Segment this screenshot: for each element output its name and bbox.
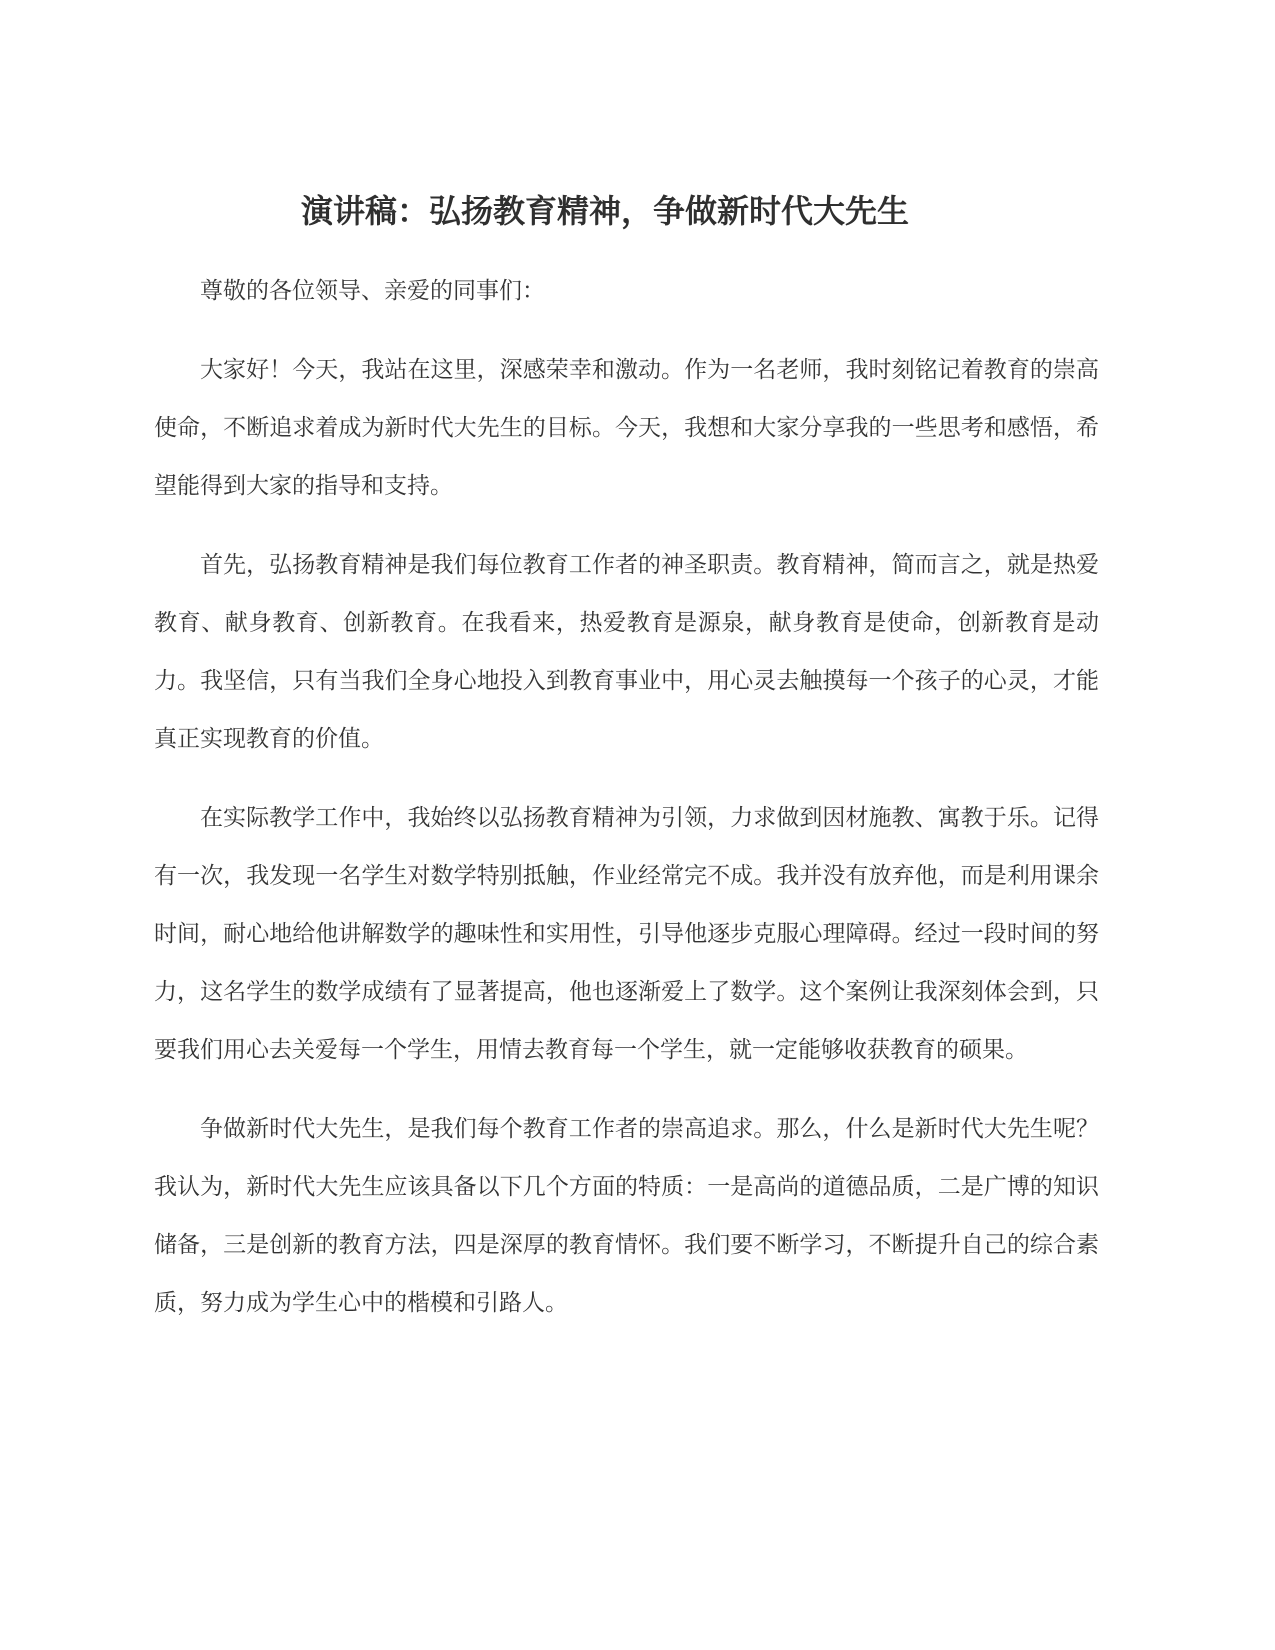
greeting-paragraph: 尊敬的各位领导、亲爱的同事们：: [200, 278, 545, 304]
page-title: 演讲稿：弘扬教育精神，争做新时代大先生: [300, 192, 909, 230]
paragraph-new-era-teacher: 争做新时代大先生，是我们每个教育工作者的崇高追求。那么，什么是新时代大先生呢？我认为，新时代大先生应该具备以下几个方面的特质：一是高尚的道德品质，二是广博的知识储备，三是创新的教育方法，四是深厚的教育情怀。我们要不断学习，不断提升自己的综合素质，努力成为学生心中的楷模和引路人。: [154, 1116, 1099, 1316]
document-body: [154, 262, 1099, 1353]
paragraph-education-spirit: 首先，弘扬教育精神是我们每位教育工作者的神圣职责。教育精神，简而言之，就是热爱教育、献身教育、创新教育。在我看来，热爱教育是源泉，献身教育是使命，创新教育是动力。我坚信，只有当我们全身心地投入到教育事业中，用心灵去触摸每一个孩子的心灵，才能真正实现教育的价值。: [154, 552, 1099, 752]
paragraph-teaching-case: 在实际教学工作中，我始终以弘扬教育精神为引领，力求做到因材施教、寓教于乐。记得有一次，我发现一名学生对数学特别抵触，作业经常完不成。我并没有放弃他，而是利用课余时间，耐心地给他讲解数学的趣味性和实用性，引导他逐步克服心理障碍。经过一段时间的努力，这名学生的数学成绩有了显著提高，他也逐渐爱上了数学。这个案例让我深刻体会到，只要我们用心去关爱每一个学生，用情去教育每一个学生，就一定能够收获教育的硕果。: [154, 805, 1099, 1063]
paragraph-opening: 大家好！今天，我站在这里，深感荣幸和激动。作为一名老师，我时刻铭记着教育的崇高使命，不断追求着成为新时代大先生的目标。今天，我想和大家分享我的一些思考和感悟，希望能得到大家的指导和支持。: [154, 357, 1099, 499]
